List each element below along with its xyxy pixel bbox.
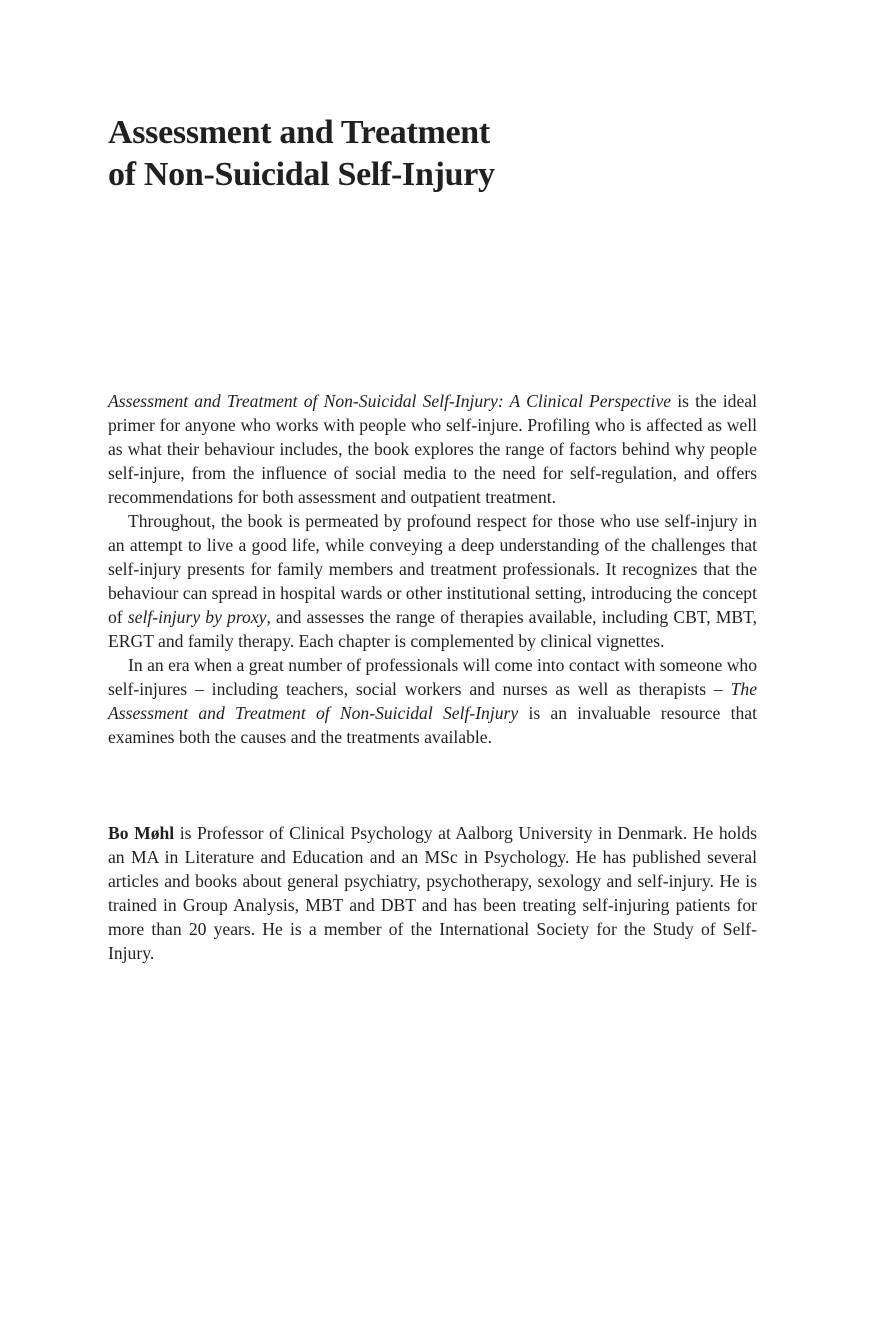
- book-description: [108, 389, 757, 749]
- description-paragraph-1: [108, 389, 757, 509]
- description-paragraph-3: [108, 653, 757, 749]
- author-bio-text: is Professor of Clinical Psychology at Aalborg University in Denmark. He holds an MA in Literature and Education and an MSc in Psychology. He has published several articles and books about general psychiatry, psychotherapy, sexology and self-injury. He is trained in Group Analysis, MBT and DBT and has been treating self-injuring patients for more than 20 years. He is a member of the International Society for the Study of Self-Injury.: [108, 823, 757, 963]
- description-paragraph-2-end: , and assesses the range of therapies available, including CBT, MBT, ERGT and family therapy. Each chapter is complemented by clinical vignettes.: [108, 607, 758, 651]
- book-title: [108, 112, 757, 196]
- self-injury-by-proxy-term: self-injury by proxy: [127, 607, 267, 627]
- description-paragraph-1-text: is the ideal primer for anyone who works with people who self-injure. Profiling who is affected as well as what their behaviour includes, the book explores the range of factors behind why people self-injure, from the influence of social media to the need for self-regulation, and offers recommendations for both assessment and outpatient treatment.: [108, 391, 757, 507]
- description-paragraph-3-end: is an invaluable resource that examines both the causes and the treatments available.: [108, 703, 757, 747]
- description-paragraph-3-start: In an era when a great number of professionals will come into contact with someone who self-injures – including teachers, social workers and nurses as well as therapists –: [108, 655, 757, 699]
- author-bio: [108, 821, 757, 965]
- book-title-line-1: Assessment and Treatment: [108, 114, 490, 151]
- author-bio-paragraph: [108, 821, 757, 965]
- description-paragraph-2-start: Throughout, the book is permeated by profound respect for those who use self-injury in an attempt to live a good life, while conveying a deep understanding of the challenges that self-injury presents for family members and treatment professionals. It recognizes that the behaviour can spread in hospital wards or other institutional setting, introducing the concept of: [108, 511, 757, 627]
- author-name: Bo Møhl: [108, 823, 175, 843]
- book-title-italic: Assessment and Treatment of Non-Suicidal Self-Injury: A Clinical Perspective: [108, 391, 672, 411]
- description-paragraph-2: [108, 509, 757, 653]
- book-title-italic-2: The Assessment and Treatment of Non-Suicidal Self-Injury: [108, 679, 757, 723]
- book-title-line-2: of Non-Suicidal Self-Injury: [108, 156, 495, 193]
